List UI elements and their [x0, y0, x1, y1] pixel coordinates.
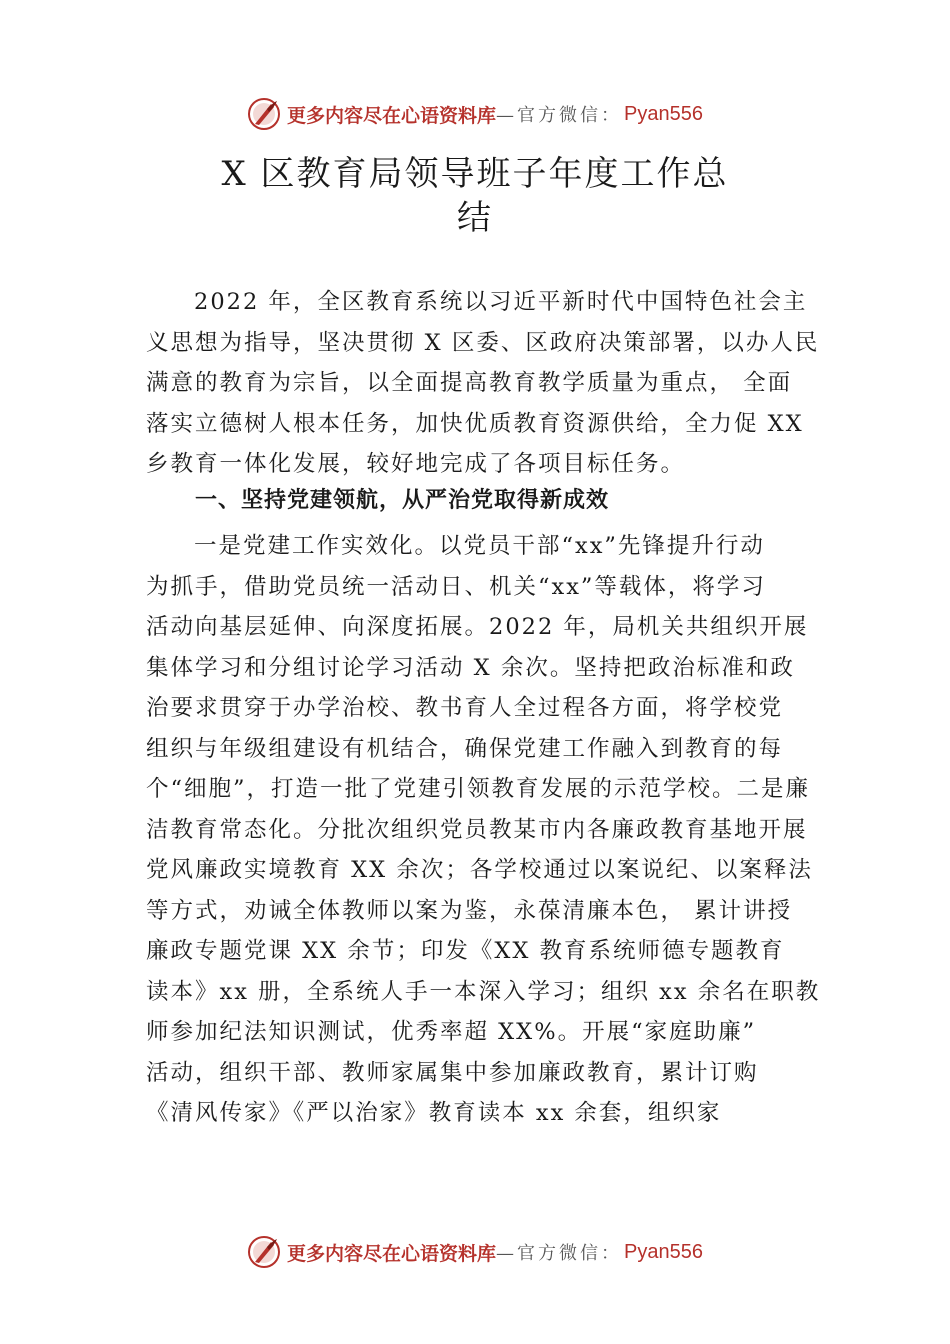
- quill-pen-logo-icon: [247, 97, 281, 131]
- paragraph-line: 乡教育一体化发展，较好地完成了各项目标任务。: [146, 451, 686, 477]
- document-title: [140, 152, 810, 240]
- paragraph-line: 读本》xx 册，全系统人手一本深入学习；组织 xx 余名在职教: [146, 978, 821, 1005]
- paragraph-line: 义思想为指导，坚决贯彻 X 区委、区政府决策部署，以办人民: [146, 329, 820, 356]
- paragraph-line: 治要求贯穿于办学治校、教书育人全过程各方面，将学校党: [146, 695, 784, 721]
- watermark-red-text: 更多内容尽在心语资料库: [287, 1242, 497, 1265]
- paragraph-line: 落实立德树人根本任务，加快优质教育资源供给，全力促 XX: [146, 410, 804, 437]
- title-line-1: X 区教育局领导班子年度工作总: [221, 154, 729, 194]
- watermark-red-text: 更多内容尽在心语资料库: [287, 104, 497, 127]
- paragraph-party-building: [146, 526, 821, 1134]
- paragraph-line: 廉政专题党课 XX 余节；印发《XX 教育系统师德专题教育: [146, 938, 785, 964]
- paragraph-line: 一是党建工作实效化。以党员干部“xx”先锋提升行动: [194, 533, 765, 559]
- paragraph-line: 师参加纪法知识测试，优秀率超 XX%。开展“家庭助廉”: [146, 1019, 757, 1045]
- watermark-banner-bottom: [0, 1232, 950, 1272]
- paragraph-line: 活动向基层延伸、向深度拓展。2022 年，局机关共组织开展: [146, 614, 809, 640]
- watermark-banner-top: [0, 94, 950, 134]
- paragraph-line: 等方式，劝诫全体教师以案为鉴，永葆清廉本色， 累计讲授: [146, 897, 793, 924]
- section-heading-1: 一、坚持党建领航，从严治党取得新成效: [195, 488, 610, 513]
- quill-pen-logo-icon: [247, 1235, 281, 1269]
- paragraph-line: 活动，组织干部、教师家属集中参加廉政教育，累计订购: [146, 1059, 759, 1086]
- paragraph-intro: [146, 282, 821, 485]
- title-line-2: 结: [457, 198, 493, 238]
- paragraph-line: 个“细胞”，打造一批了党建引领教育发展的示范学校。二是廉: [146, 776, 811, 802]
- paragraph-line: 集体学习和分组讨论学习活动 X 余次。坚持把政治标准和政: [146, 654, 795, 681]
- watermark-wechat-id: Pyan556: [624, 1240, 703, 1263]
- paragraph-line: 党风廉政实境教育 XX 余次；各学校通过以案说纪、以案释法: [146, 857, 813, 883]
- watermark-wechat-id: Pyan556: [624, 102, 703, 125]
- paragraph-line: 2022 年，全区教育系统以习近平新时代中国特色社会主: [194, 289, 808, 315]
- paragraph-line: 《清风传家》《严以治家》教育读本 xx 余套，组织家: [146, 1100, 722, 1126]
- paragraph-line: 洁教育常态化。分批次组织党员教某市内各廉政教育基地开展: [146, 816, 808, 843]
- paragraph-line: 满意的教育为宗旨，以全面提高教育教学质量为重点， 全面: [146, 370, 793, 396]
- paragraph-line: 组织与年级组建设有机结合，确保党建工作融入到教育的每: [146, 735, 784, 762]
- watermark-gray-text: —官方微信：: [496, 1243, 623, 1264]
- watermark-gray-text: —官方微信：: [496, 105, 623, 126]
- paragraph-line: 为抓手，借助党员统一活动日、机关“xx”等载体，将学习: [146, 573, 766, 600]
